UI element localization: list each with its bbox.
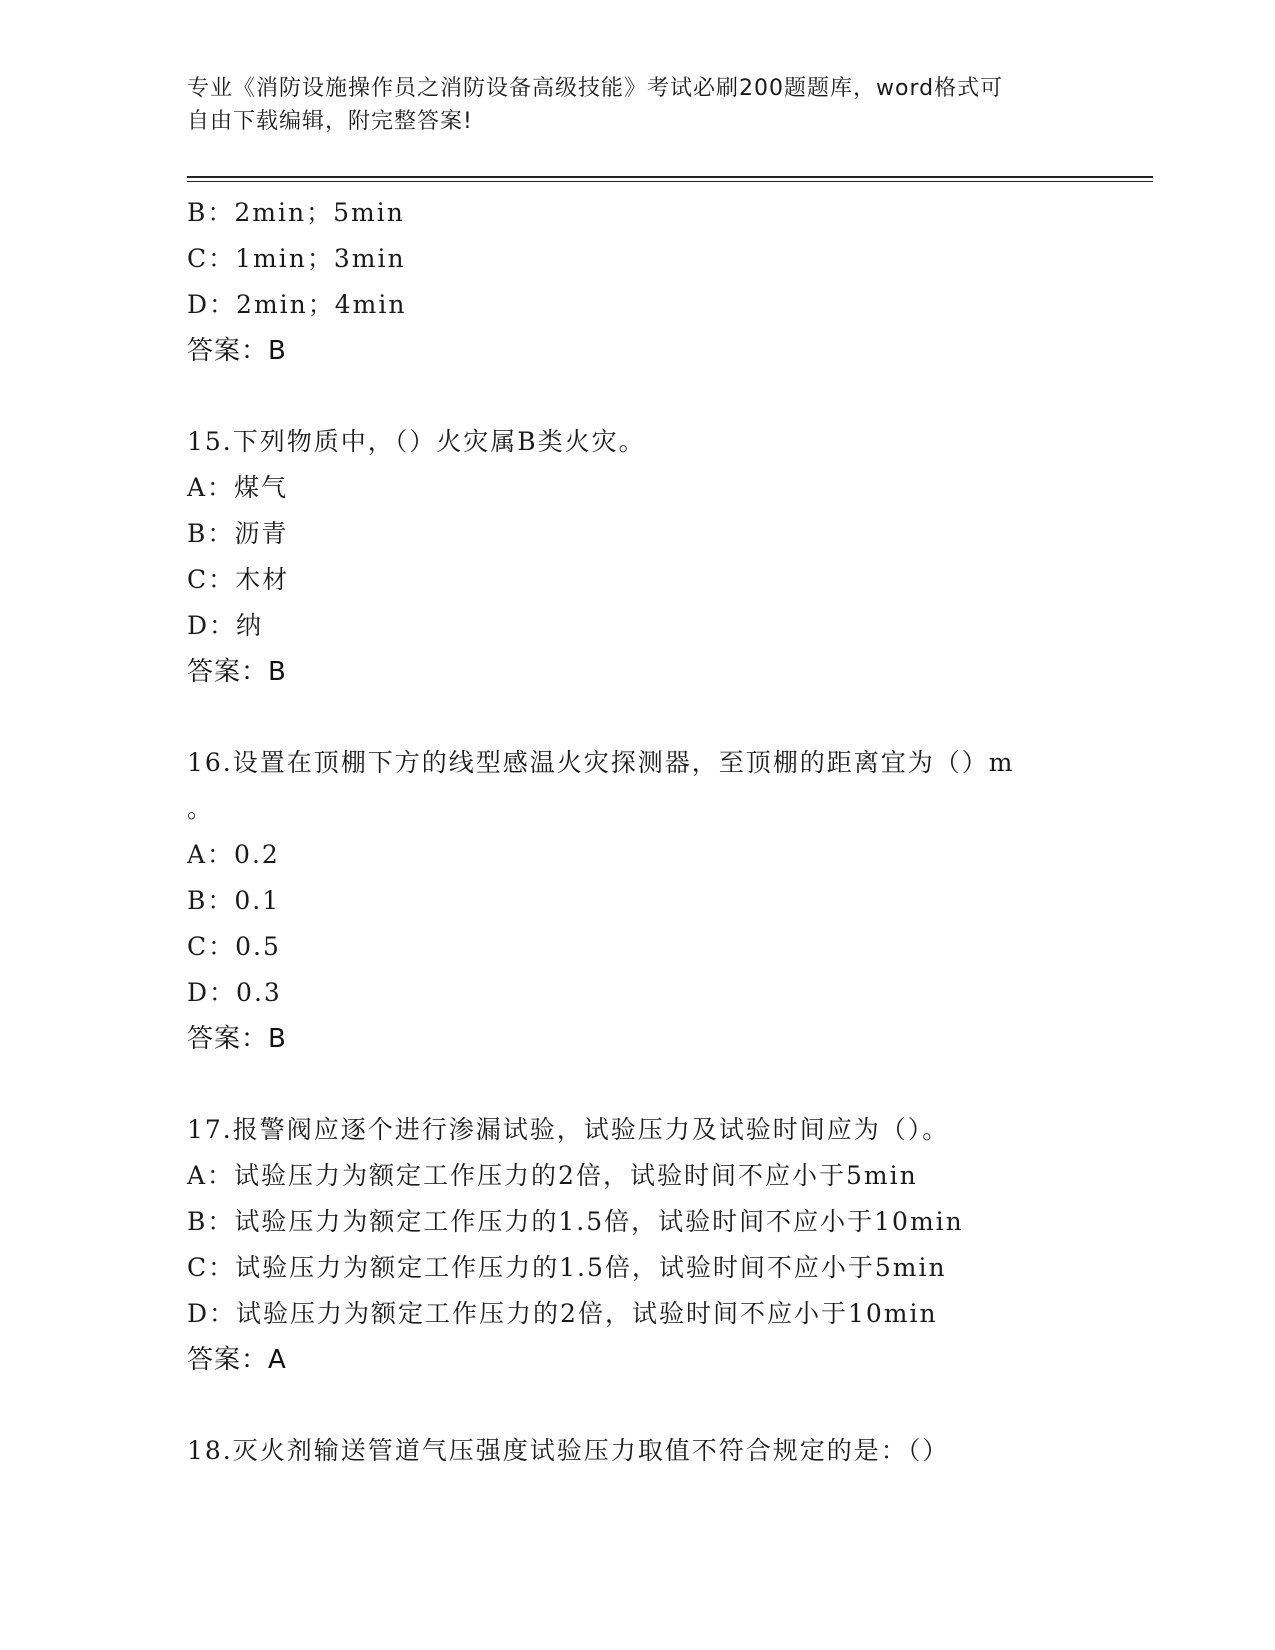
q15-option-d: D：纳 [187, 611, 264, 640]
question-14-tail [187, 190, 1107, 374]
spacer [187, 1062, 1107, 1107]
q16-answer: 答案：B [187, 1024, 287, 1054]
question-17 [187, 1107, 1107, 1383]
q15-text: 15.下列物质中，（）火灾属B类火灾。 [187, 427, 646, 456]
q16-option-a: A：0.2 [187, 840, 280, 869]
q17-option-c: C：试验压力为额定工作压力的1.5倍，试验时间不应小于5min [187, 1253, 947, 1282]
spacer [187, 695, 1107, 740]
header-rule-thick [187, 176, 1153, 178]
header-rule-thin [187, 181, 1153, 182]
q15-answer: 答案：B [187, 657, 287, 687]
q16-option-b: B：0.1 [187, 886, 281, 915]
q18-text: 18.灭火剂输送管道气压强度试验压力取值不符合规定的是：（） [187, 1436, 950, 1465]
page-header [187, 72, 1067, 138]
q15-option-a: A：煤气 [187, 473, 289, 502]
q15-option-c: C：木材 [187, 565, 290, 594]
q15-option-b: B：沥青 [187, 519, 289, 548]
header-line-2: 自由下载编辑，附完整答案! [187, 109, 473, 134]
q16-option-d: D：0.3 [187, 978, 282, 1007]
spacer [187, 1383, 1107, 1428]
q16-text: 16.设置在顶棚下方的线型感温火灾探测器，至顶棚的距离宜为（）m [187, 748, 1015, 777]
q16-text-tail: 。 [187, 794, 213, 823]
q14-option-d: D：2min；4min [187, 290, 407, 319]
q17-option-b: B：试验压力为额定工作压力的1.5倍，试验时间不应小于10min [187, 1207, 964, 1236]
spacer [187, 374, 1107, 419]
question-18 [187, 1428, 1107, 1474]
q14-option-c: C：1min；3min [187, 244, 406, 273]
q17-answer: 答案：A [187, 1345, 287, 1375]
question-15 [187, 419, 1107, 695]
q14-answer: 答案：B [187, 336, 287, 366]
q16-option-c: C：0.5 [187, 932, 281, 961]
question-list [187, 190, 1107, 1474]
q17-text: 17.报警阀应逐个进行渗漏试验，试验压力及试验时间应为（）。 [187, 1115, 950, 1144]
q17-option-a: A：试验压力为额定工作压力的2倍，试验时间不应小于5min [187, 1161, 918, 1190]
q14-option-b: B：2min；5min [187, 198, 405, 227]
q17-option-d: D：试验压力为额定工作压力的2倍，试验时间不应小于10min [187, 1299, 938, 1328]
question-16 [187, 740, 1107, 1062]
header-line-1: 专业《消防设施操作员之消防设备高级技能》考试必刷200题题库，word格式可 [187, 76, 1004, 101]
